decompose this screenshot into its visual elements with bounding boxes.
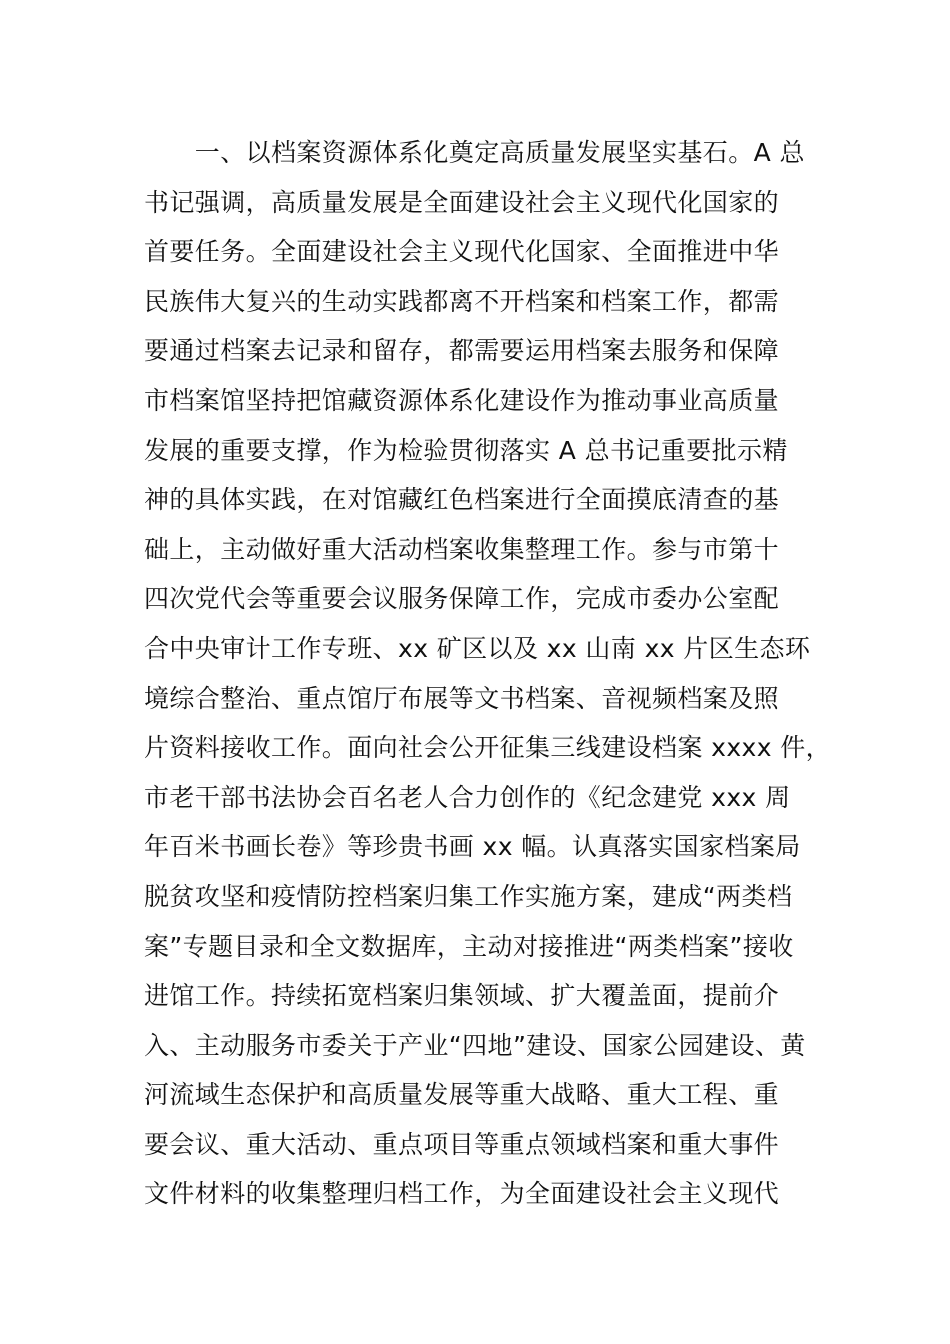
text-line: 市档案馆坚持把馆藏资源体系化建设作为推动事业高质量 — [144, 385, 780, 415]
text-line: 市老干部书法协会百名老人合力创作的《纪念建党 xxx 周 — [144, 782, 791, 812]
text-line: 年百米书画长卷》等珍贵书画 xx 幅。认真落实国家档案局 — [144, 832, 801, 862]
text-line: 首要任务。全面建设社会主义现代化国家、全面推进中华 — [144, 237, 780, 267]
text-line: 民族伟大复兴的生动实践都离不开档案和档案工作，都需 — [144, 286, 780, 316]
text-line: 书记强调，高质量发展是全面建设社会主义现代化国家的 — [144, 187, 780, 217]
text-line: 础上，主动做好重大活动档案收集整理工作。参与市第十 — [144, 534, 780, 564]
text-line: 文件材料的收集整理归档工作，为全面建设社会主义现代 — [144, 1179, 780, 1209]
body-paragraph — [144, 128, 832, 1219]
text-line: 入、主动服务市委关于产业“四地”建设、国家公园建设、黄 — [144, 1030, 806, 1060]
text-line: 境综合整治、重点馆厅布展等文书档案、音视频档案及照 — [144, 683, 780, 713]
text-line: 案”专题目录和全文数据库，主动对接推进“两类档案”接收 — [144, 931, 794, 961]
text-line: 合中央审计工作专班、xx 矿区以及 xx 山南 xx 片区生态环 — [144, 633, 811, 663]
text-line: 一、以档案资源体系化奠定高质量发展坚实基石。A 总 — [144, 138, 805, 167]
text-line: 进馆工作。持续拓宽档案归集领域、扩大覆盖面，提前介 — [144, 981, 780, 1011]
text-line: 发展的重要支撑，作为检验贯彻落实 A 总书记重要批示精 — [144, 435, 788, 465]
text-line: 四次党代会等重要会议服务保障工作，完成市委办公室配 — [144, 584, 780, 614]
text-line: 神的具体实践，在对馆藏红色档案进行全面摸底清查的基 — [144, 485, 780, 515]
text-line: 片资料接收工作。面向社会公开征集三线建设档案 xxxx 件， — [144, 733, 832, 763]
text-line: 脱贫攻坚和疫情防控档案归集工作实施方案，建成“两类档 — [144, 881, 793, 911]
text-line: 要会议、重大活动、重点项目等重点领域档案和重大事件 — [144, 1129, 780, 1159]
text-line: 要通过档案去记录和留存，都需要运用档案去服务和保障 — [144, 336, 780, 366]
text-line: 河流域生态保护和高质量发展等重大战略、重大工程、重 — [144, 1080, 780, 1110]
